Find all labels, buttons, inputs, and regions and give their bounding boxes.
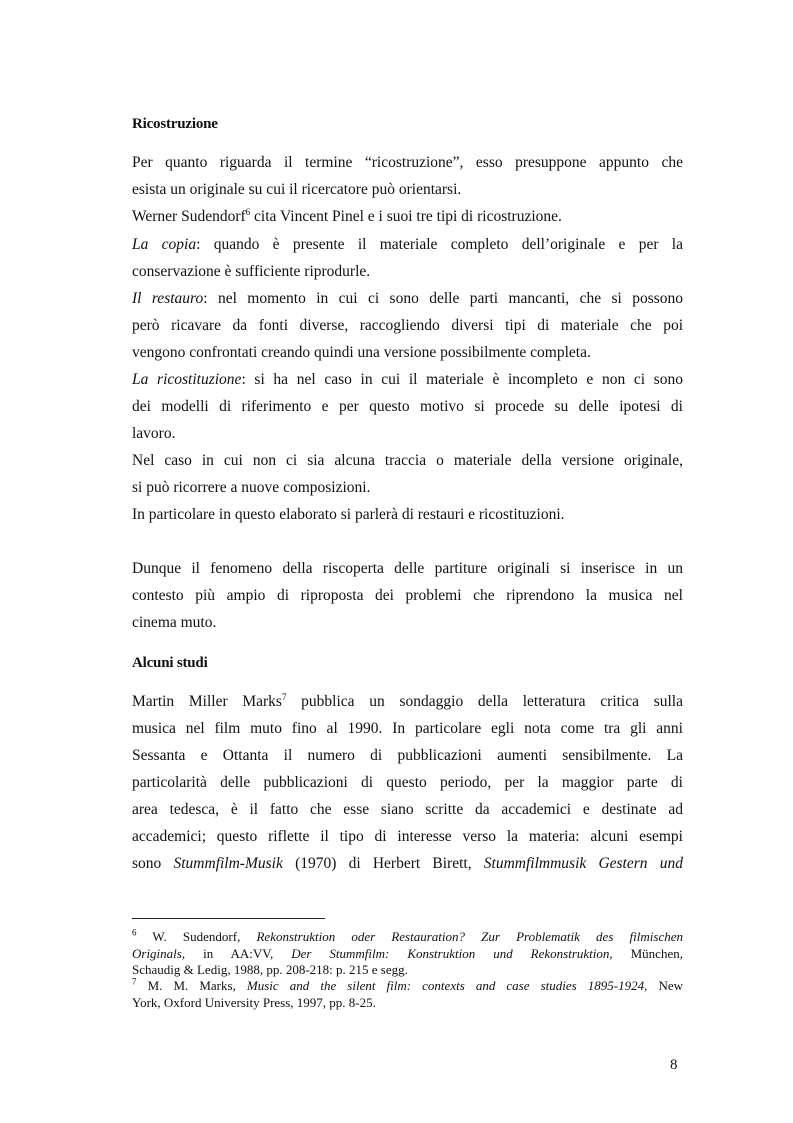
page-number: 8 (670, 1057, 678, 1073)
paragraph-line: vengono confrontati creando quindi una versione possibilmente completa. (132, 344, 591, 361)
text-run: Werner Sudendorf (132, 208, 246, 225)
term-restauro: Il restauro (132, 290, 204, 307)
text-run: : quando è presente il materiale completo dell’originale e per la (196, 236, 683, 253)
paragraph-line: lavoro. (132, 425, 176, 442)
paragraph-line: però ricavare da fonti diverse, raccogliendo diversi tipi di materiale che poi (132, 317, 683, 334)
footnote-separator (132, 918, 325, 919)
paragraph-line: dei modelli di riferimento e per questo motivo si procede su delle ipotesi di (132, 398, 683, 415)
text-run: sono (132, 855, 174, 872)
footnote-6 (132, 929, 683, 945)
paragraph-line (132, 207, 683, 227)
book-title: Music and the silent film: contexts and case studies 1895-1924, (246, 978, 648, 993)
paragraph-line: In particolare in questo elaborato si parlerà di restauri e ricostituzioni. (132, 506, 565, 523)
paragraph-line: accademici; questo riflette il tipo di interesse verso la materia: alcuni esempi (132, 828, 683, 845)
section-heading-alcuni-studi: Alcuni studi (132, 655, 208, 671)
text-run: cita Vincent Pinel e i suoi tre tipi di ricostruzione. (250, 208, 562, 225)
paragraph-line: si può ricorrere a nuove composizioni. (132, 479, 371, 496)
paragraph-line: Nel caso in cui non ci sia alcuna traccia o materiale della versione originale, (132, 452, 683, 469)
paragraph-line (132, 370, 683, 390)
footnote-ref-6[interactable]: 6 (245, 206, 251, 217)
paragraph-line: Dunque il fenomeno della riscoperta delle partiture originali si inserisce in un (132, 560, 683, 577)
footnote-6-cont (132, 946, 683, 962)
footnote-7-cont: York, Oxford University Press, 1997, pp. 8-25. (132, 995, 376, 1010)
text-run: pubblica un sondaggio della letteratura critica sulla (286, 693, 683, 710)
book-title: Der Stummfilm: Konstruktion und Rekonstruktion, (291, 946, 613, 961)
text-run: W. Sudendorf, (136, 929, 257, 944)
text-run: New (647, 978, 683, 993)
paragraph-line: conservazione è sufficiente riprodurle. (132, 263, 371, 280)
paragraph-line (132, 692, 683, 712)
paragraph-line (132, 289, 683, 309)
paragraph-line (132, 235, 683, 255)
footnote-number: 6 (132, 927, 137, 938)
footnote-7 (132, 978, 683, 994)
paragraph-line: area tedesca, è il fatto che esse siano scritte da accademici e destinate ad (132, 801, 683, 818)
book-title: Stummfilmmusik Gestern und (483, 855, 683, 872)
book-title: Rekonstruktion oder Restauration? Zur Problematik des filmischen (256, 929, 683, 944)
paragraph-line: musica nel film muto fino al 1990. In particolare egli nota come tra gli anni (132, 720, 683, 737)
paragraph-line: cinema muto. (132, 614, 217, 631)
paragraph-line: contesto più ampio di riproposta dei problemi che riprendono la musica nel (132, 587, 683, 604)
footnote-number: 7 (132, 976, 137, 987)
text-run: : si ha nel caso in cui il materiale è incompleto e non ci sono (241, 371, 683, 388)
paragraph-line (132, 854, 683, 874)
term-ricostituzione: La ricostituzione (132, 371, 242, 388)
term-copia: La copia (132, 236, 197, 253)
text-run: München, (612, 946, 683, 961)
text-run: (1970) di Herbert Birett, (282, 855, 484, 872)
footnote-6-cont: Schaudig & Ledig, 1988, pp. 208-218: p. 215 e segg. (132, 962, 408, 977)
text-run: in AA:VV, (185, 946, 292, 961)
paragraph-line: esista un originale su cui il ricercatore può orientarsi. (132, 181, 462, 198)
text-run: Martin Miller Marks (132, 693, 282, 710)
book-title: Originals, (132, 946, 186, 961)
section-heading-ricostruzione: Ricostruzione (132, 116, 218, 132)
text-run: : nel momento in cui ci sono delle parti mancanti, che si possono (203, 290, 684, 307)
book-title: Stummfilm-Musik (173, 855, 283, 872)
text-run: M. M. Marks, (136, 978, 247, 993)
paragraph-line: Per quanto riguarda il termine “ricostruzione”, esso presuppone appunto che (132, 154, 683, 171)
footnote-ref-7[interactable]: 7 (281, 691, 287, 702)
paragraph-line: particolarità delle pubblicazioni di questo periodo, per la maggior parte di (132, 774, 683, 791)
paragraph-line: Sessanta e Ottanta il numero di pubblicazioni aumenti sensibilmente. La (132, 747, 683, 764)
